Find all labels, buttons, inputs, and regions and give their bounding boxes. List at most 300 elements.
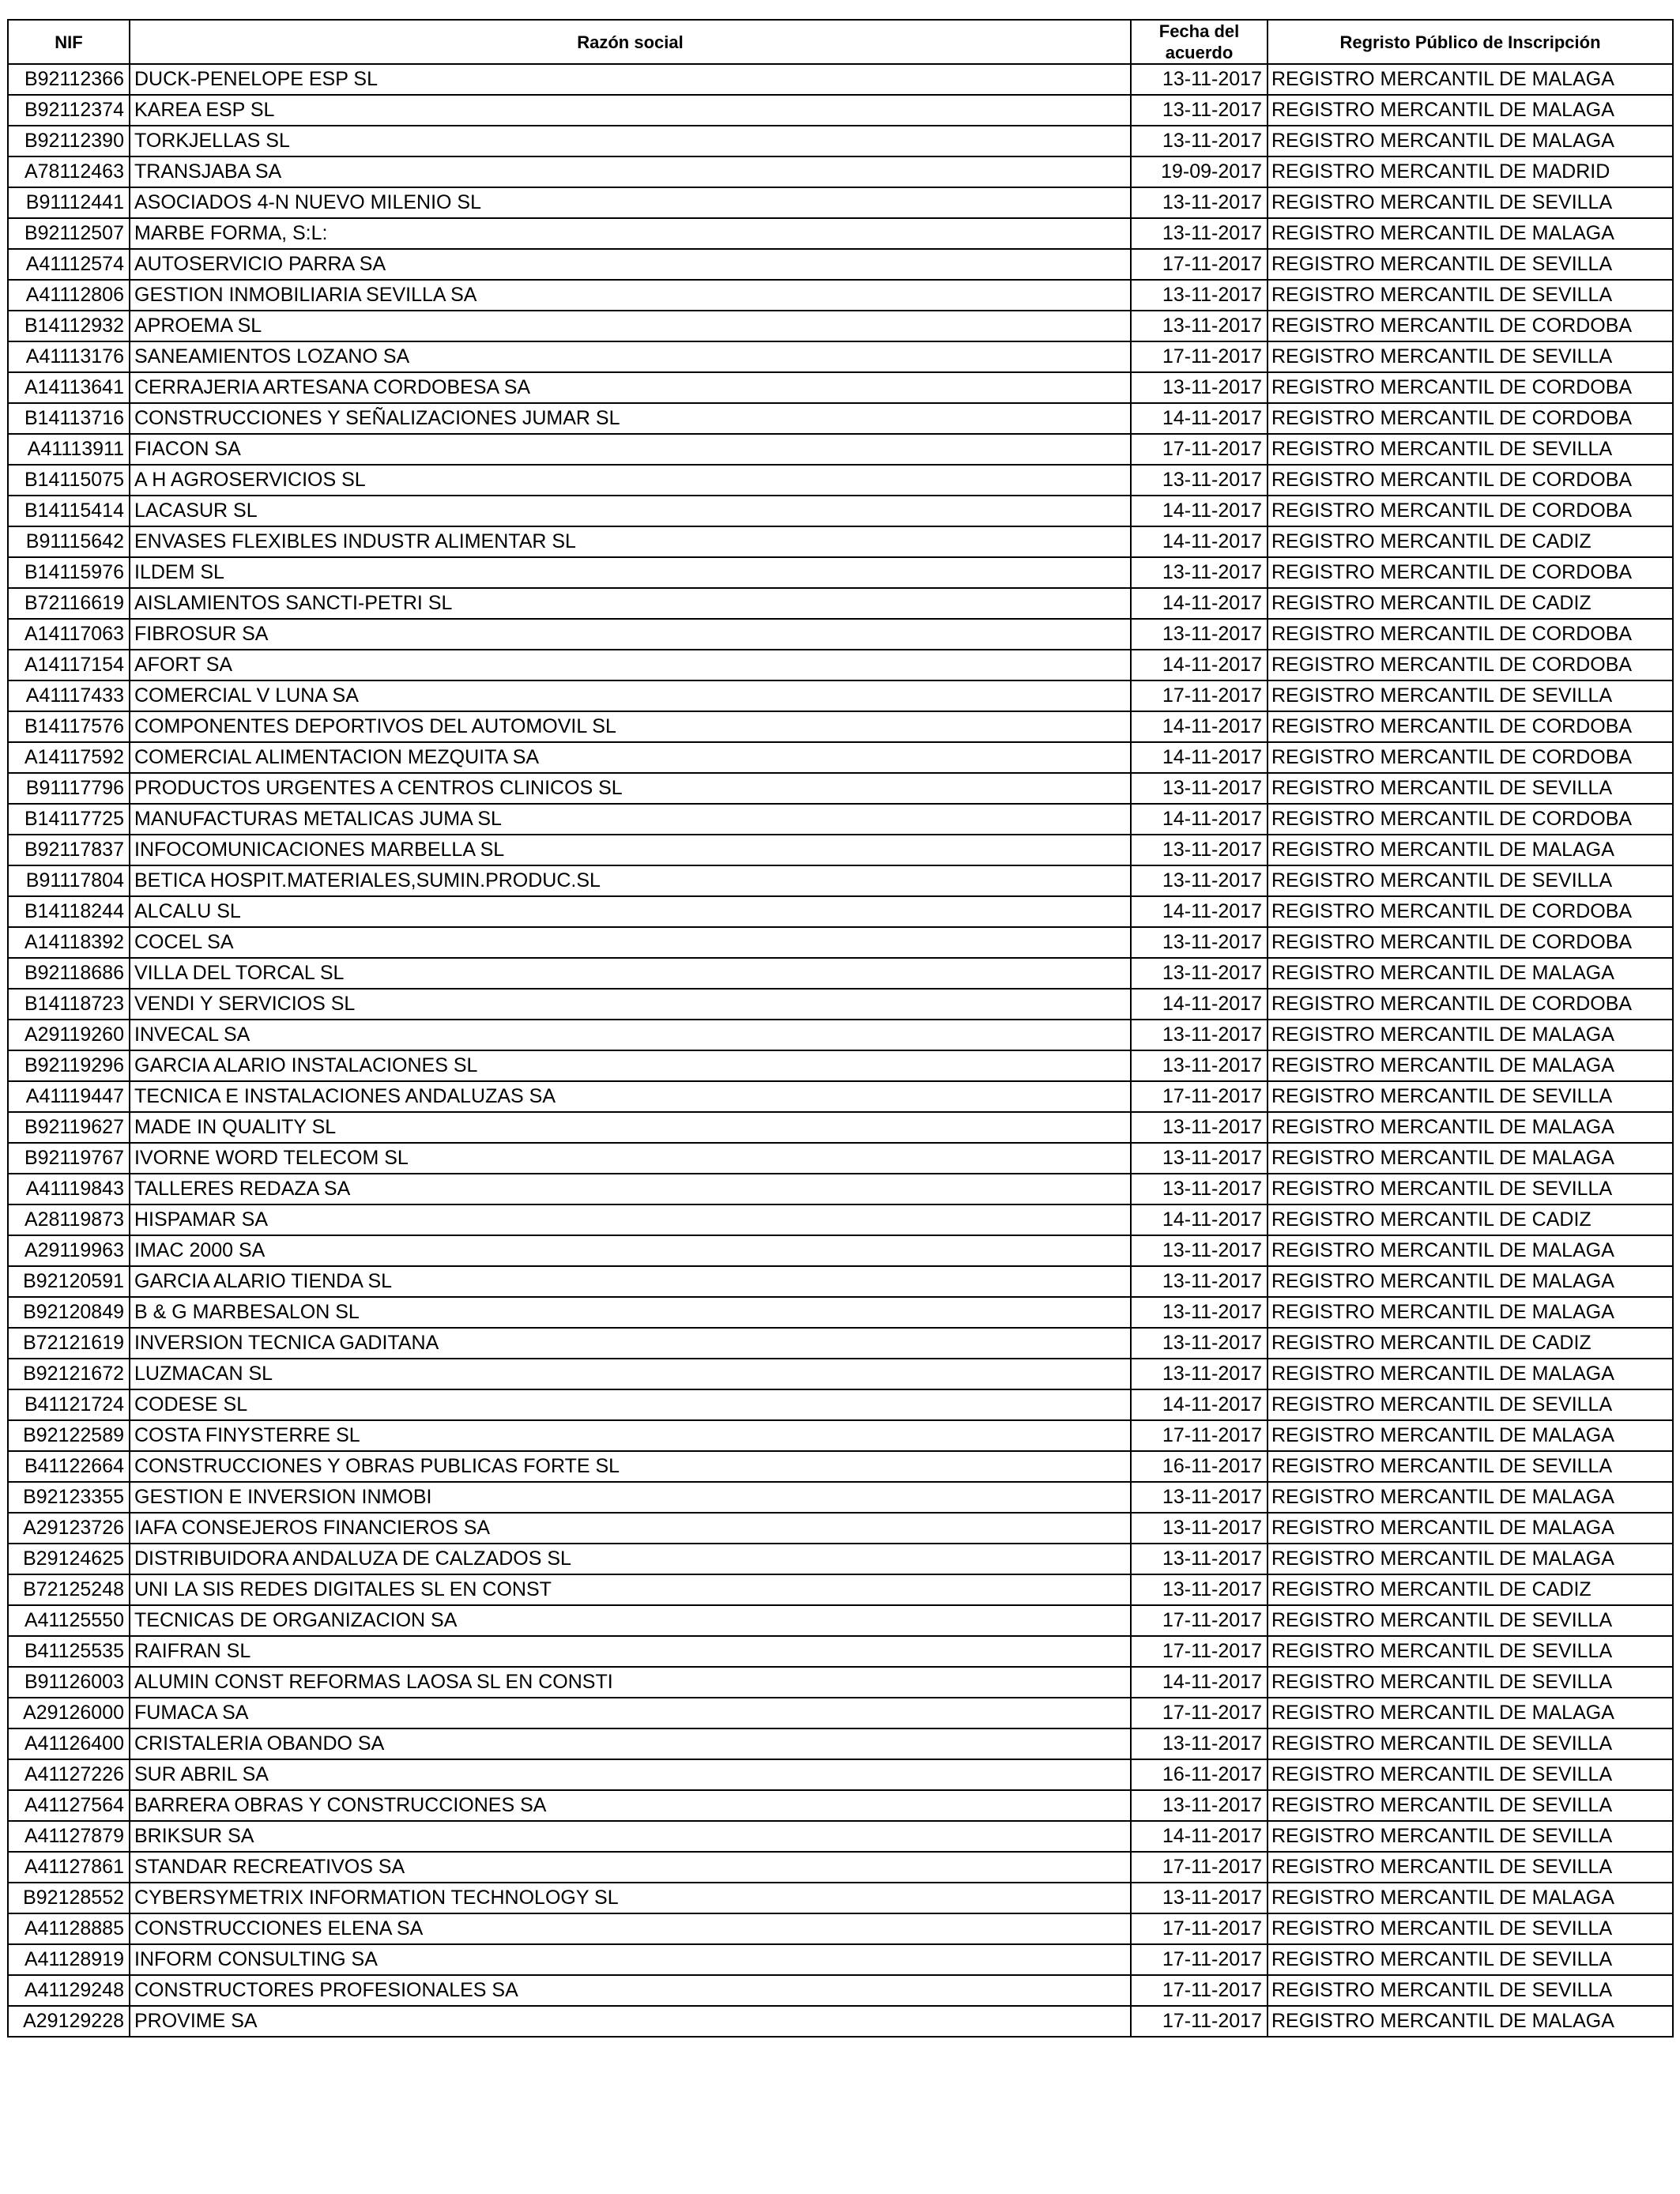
cell-nif: B92121672 (8, 1359, 130, 1389)
cell-nif: B14115414 (8, 496, 130, 526)
cell-registro: REGISTRO MERCANTIL DE MALAGA (1268, 1359, 1673, 1389)
cell-nif: A41127226 (8, 1759, 130, 1790)
table-row (8, 588, 1673, 619)
cell-razon-social: AFORT SA (130, 650, 1131, 680)
cell-razon-social: BARRERA OBRAS Y CONSTRUCCIONES SA (130, 1790, 1131, 1821)
cell-razon-social: CONSTRUCTORES PROFESIONALES SA (130, 1975, 1131, 2006)
cell-registro: REGISTRO MERCANTIL DE SEVILLA (1268, 1389, 1673, 1420)
cell-registro: REGISTRO MERCANTIL DE MADRID (1268, 156, 1673, 187)
cell-nif: B91112441 (8, 187, 130, 218)
cell-registro: REGISTRO MERCANTIL DE SEVILLA (1268, 1081, 1673, 1112)
cell-registro: REGISTRO MERCANTIL DE SEVILLA (1268, 1821, 1673, 1852)
cell-registro: REGISTRO MERCANTIL DE SEVILLA (1268, 1728, 1673, 1759)
table-row (8, 1883, 1673, 1913)
table-row (8, 1482, 1673, 1513)
cell-registro: REGISTRO MERCANTIL DE CORDOBA (1268, 804, 1673, 835)
cell-registro: REGISTRO MERCANTIL DE MALAGA (1268, 1143, 1673, 1174)
cell-fecha-acuerdo: 13-11-2017 (1131, 958, 1268, 989)
cell-nif: B29124625 (8, 1544, 130, 1574)
cell-fecha-acuerdo: 17-11-2017 (1131, 1944, 1268, 1975)
cell-nif: A14117154 (8, 650, 130, 680)
cell-nif: B92112366 (8, 64, 130, 95)
cell-fecha-acuerdo: 13-11-2017 (1131, 1174, 1268, 1204)
header-fecha-acuerdo (1131, 20, 1268, 64)
header-row (8, 20, 1673, 64)
table-row (8, 619, 1673, 650)
cell-razon-social: CONSTRUCCIONES Y SEÑALIZACIONES JUMAR SL (130, 403, 1131, 434)
cell-registro: REGISTRO MERCANTIL DE SEVILLA (1268, 187, 1673, 218)
cell-nif: A78112463 (8, 156, 130, 187)
cell-razon-social: KAREA ESP SL (130, 95, 1131, 126)
cell-registro: REGISTRO MERCANTIL DE SEVILLA (1268, 773, 1673, 804)
cell-fecha-acuerdo: 14-11-2017 (1131, 650, 1268, 680)
cell-fecha-acuerdo: 13-11-2017 (1131, 280, 1268, 311)
cell-fecha-acuerdo: 13-11-2017 (1131, 1728, 1268, 1759)
cell-razon-social: TECNICAS DE ORGANIZACION SA (130, 1605, 1131, 1636)
cell-nif: B41121724 (8, 1389, 130, 1420)
table-row (8, 126, 1673, 156)
cell-fecha-acuerdo: 13-11-2017 (1131, 218, 1268, 249)
cell-registro: REGISTRO MERCANTIL DE MALAGA (1268, 1297, 1673, 1328)
cell-nif: A41119447 (8, 1081, 130, 1112)
cell-registro: REGISTRO MERCANTIL DE CORDOBA (1268, 650, 1673, 680)
table-row (8, 1544, 1673, 1574)
cell-razon-social: UNI LA SIS REDES DIGITALES SL EN CONST (130, 1574, 1131, 1605)
cell-razon-social: COCEL SA (130, 927, 1131, 958)
cell-fecha-acuerdo: 14-11-2017 (1131, 896, 1268, 927)
cell-nif: B91117804 (8, 865, 130, 896)
cell-registro: REGISTRO MERCANTIL DE CADIZ (1268, 588, 1673, 619)
cell-fecha-acuerdo: 17-11-2017 (1131, 1698, 1268, 1728)
cell-razon-social: LACASUR SL (130, 496, 1131, 526)
cell-registro: REGISTRO MERCANTIL DE CORDOBA (1268, 311, 1673, 341)
table-row (8, 1297, 1673, 1328)
cell-razon-social: COSTA FINYSTERRE SL (130, 1420, 1131, 1451)
cell-razon-social: FIBROSUR SA (130, 619, 1131, 650)
table-row (8, 1359, 1673, 1389)
cell-registro: REGISTRO MERCANTIL DE SEVILLA (1268, 341, 1673, 372)
table-row (8, 835, 1673, 865)
cell-razon-social: SUR ABRIL SA (130, 1759, 1131, 1790)
cell-nif: B14113716 (8, 403, 130, 434)
table-row (8, 711, 1673, 742)
cell-registro: REGISTRO MERCANTIL DE SEVILLA (1268, 280, 1673, 311)
cell-nif: A41127879 (8, 1821, 130, 1852)
cell-nif: B92112507 (8, 218, 130, 249)
cell-nif: B14115976 (8, 557, 130, 588)
cell-fecha-acuerdo: 17-11-2017 (1131, 1913, 1268, 1944)
table-header (8, 20, 1673, 64)
cell-nif: B92117837 (8, 835, 130, 865)
cell-nif: B14117576 (8, 711, 130, 742)
cell-razon-social: AUTOSERVICIO PARRA SA (130, 249, 1131, 280)
cell-nif: B92118686 (8, 958, 130, 989)
cell-razon-social: DUCK-PENELOPE ESP SL (130, 64, 1131, 95)
cell-nif: B72125248 (8, 1574, 130, 1605)
cell-registro: REGISTRO MERCANTIL DE MALAGA (1268, 1112, 1673, 1143)
cell-razon-social: COMPONENTES DEPORTIVOS DEL AUTOMOVIL SL (130, 711, 1131, 742)
table-row (8, 896, 1673, 927)
cell-fecha-acuerdo: 14-11-2017 (1131, 711, 1268, 742)
cell-razon-social: GESTION INMOBILIARIA SEVILLA SA (130, 280, 1131, 311)
cell-registro: REGISTRO MERCANTIL DE MALAGA (1268, 835, 1673, 865)
table-row (8, 1913, 1673, 1944)
cell-fecha-acuerdo: 13-11-2017 (1131, 95, 1268, 126)
cell-fecha-acuerdo: 14-11-2017 (1131, 1389, 1268, 1420)
cell-razon-social: TRANSJABA SA (130, 156, 1131, 187)
cell-registro: REGISTRO MERCANTIL DE MALAGA (1268, 958, 1673, 989)
cell-razon-social: IMAC 2000 SA (130, 1235, 1131, 1266)
cell-nif: B91117796 (8, 773, 130, 804)
cell-razon-social: TALLERES REDAZA SA (130, 1174, 1131, 1204)
cell-razon-social: INVERSION TECNICA GADITANA (130, 1328, 1131, 1359)
cell-fecha-acuerdo: 13-11-2017 (1131, 1143, 1268, 1174)
header-fecha-line-1: Fecha del (1158, 21, 1240, 41)
cell-razon-social: FIACON SA (130, 434, 1131, 465)
cell-fecha-acuerdo: 13-11-2017 (1131, 126, 1268, 156)
cell-fecha-acuerdo: 13-11-2017 (1131, 1574, 1268, 1605)
cell-fecha-acuerdo: 17-11-2017 (1131, 1081, 1268, 1112)
registry-table (7, 19, 1674, 2038)
cell-registro: REGISTRO MERCANTIL DE MALAGA (1268, 1020, 1673, 1050)
table-row (8, 1728, 1673, 1759)
cell-registro: REGISTRO MERCANTIL DE MALAGA (1268, 1698, 1673, 1728)
table-row (8, 341, 1673, 372)
cell-razon-social: A H AGROSERVICIOS SL (130, 465, 1131, 496)
cell-fecha-acuerdo: 13-11-2017 (1131, 619, 1268, 650)
header-razon-social: Razón social (130, 20, 1131, 64)
cell-registro: REGISTRO MERCANTIL DE SEVILLA (1268, 1759, 1673, 1790)
cell-fecha-acuerdo: 17-11-2017 (1131, 1975, 1268, 2006)
table-row (8, 1020, 1673, 1050)
cell-registro: REGISTRO MERCANTIL DE SEVILLA (1268, 865, 1673, 896)
cell-nif: B92120591 (8, 1266, 130, 1297)
table-row (8, 1944, 1673, 1975)
table-row (8, 1050, 1673, 1081)
table-row (8, 557, 1673, 588)
cell-registro: REGISTRO MERCANTIL DE CORDOBA (1268, 742, 1673, 773)
cell-razon-social: BRIKSUR SA (130, 1821, 1131, 1852)
cell-nif: B14118723 (8, 989, 130, 1020)
table-row (8, 465, 1673, 496)
cell-registro: REGISTRO MERCANTIL DE CORDOBA (1268, 896, 1673, 927)
table-row (8, 372, 1673, 403)
table-row (8, 311, 1673, 341)
cell-nif: B14115075 (8, 465, 130, 496)
cell-fecha-acuerdo: 14-11-2017 (1131, 742, 1268, 773)
table-row (8, 218, 1673, 249)
table-row (8, 1235, 1673, 1266)
cell-razon-social: TORKJELLAS SL (130, 126, 1131, 156)
table-row (8, 1667, 1673, 1698)
table-row (8, 1143, 1673, 1174)
cell-razon-social: HISPAMAR SA (130, 1204, 1131, 1235)
table-row (8, 1112, 1673, 1143)
cell-nif: A41128919 (8, 1944, 130, 1975)
header-fecha-line-2: acuerdo (1165, 43, 1234, 62)
cell-fecha-acuerdo: 17-11-2017 (1131, 680, 1268, 711)
cell-nif: A41113911 (8, 434, 130, 465)
cell-razon-social: IVORNE WORD TELECOM SL (130, 1143, 1131, 1174)
cell-nif: B72116619 (8, 588, 130, 619)
cell-razon-social: B & G MARBESALON SL (130, 1297, 1131, 1328)
cell-fecha-acuerdo: 16-11-2017 (1131, 1451, 1268, 1482)
table-row (8, 1266, 1673, 1297)
cell-fecha-acuerdo: 17-11-2017 (1131, 2006, 1268, 2037)
cell-fecha-acuerdo: 16-11-2017 (1131, 1759, 1268, 1790)
cell-razon-social: MANUFACTURAS METALICAS JUMA SL (130, 804, 1131, 835)
cell-razon-social: PRODUCTOS URGENTES A CENTROS CLINICOS SL (130, 773, 1131, 804)
cell-nif: A41112806 (8, 280, 130, 311)
cell-nif: A29126000 (8, 1698, 130, 1728)
cell-razon-social: VENDI Y SERVICIOS SL (130, 989, 1131, 1020)
table-row (8, 1451, 1673, 1482)
cell-razon-social: ASOCIADOS 4-N NUEVO MILENIO SL (130, 187, 1131, 218)
cell-razon-social: GARCIA ALARIO TIENDA SL (130, 1266, 1131, 1297)
table-row (8, 1852, 1673, 1883)
table-row (8, 526, 1673, 557)
cell-nif: A41126400 (8, 1728, 130, 1759)
header-registro: Regristo Público de Inscripción (1268, 20, 1673, 64)
cell-fecha-acuerdo: 17-11-2017 (1131, 249, 1268, 280)
table-row (8, 773, 1673, 804)
table-row (8, 187, 1673, 218)
cell-fecha-acuerdo: 17-11-2017 (1131, 341, 1268, 372)
cell-nif: A29123726 (8, 1513, 130, 1544)
cell-registro: REGISTRO MERCANTIL DE SEVILLA (1268, 1790, 1673, 1821)
cell-registro: REGISTRO MERCANTIL DE CORDOBA (1268, 557, 1673, 588)
table-row (8, 95, 1673, 126)
cell-razon-social: VILLA DEL TORCAL SL (130, 958, 1131, 989)
table-row (8, 1081, 1673, 1112)
cell-nif: B92128552 (8, 1883, 130, 1913)
cell-registro: REGISTRO MERCANTIL DE MALAGA (1268, 1420, 1673, 1451)
table-row (8, 1759, 1673, 1790)
cell-fecha-acuerdo: 14-11-2017 (1131, 1821, 1268, 1852)
cell-razon-social: PROVIME SA (130, 2006, 1131, 2037)
cell-razon-social: MADE IN QUALITY SL (130, 1112, 1131, 1143)
table-row (8, 1513, 1673, 1544)
cell-fecha-acuerdo: 14-11-2017 (1131, 403, 1268, 434)
cell-fecha-acuerdo: 13-11-2017 (1131, 927, 1268, 958)
cell-fecha-acuerdo: 17-11-2017 (1131, 1605, 1268, 1636)
cell-fecha-acuerdo: 13-11-2017 (1131, 1112, 1268, 1143)
cell-fecha-acuerdo: 13-11-2017 (1131, 1328, 1268, 1359)
cell-nif: A29119260 (8, 1020, 130, 1050)
table-row (8, 1605, 1673, 1636)
cell-razon-social: INFOCOMUNICACIONES MARBELLA SL (130, 835, 1131, 865)
table-row (8, 64, 1673, 95)
cell-registro: REGISTRO MERCANTIL DE SEVILLA (1268, 680, 1673, 711)
cell-fecha-acuerdo: 19-09-2017 (1131, 156, 1268, 187)
cell-nif: B92119296 (8, 1050, 130, 1081)
cell-nif: A28119873 (8, 1204, 130, 1235)
table-row (8, 1790, 1673, 1821)
cell-fecha-acuerdo: 13-11-2017 (1131, 865, 1268, 896)
cell-razon-social: CONSTRUCCIONES ELENA SA (130, 1913, 1131, 1944)
cell-registro: REGISTRO MERCANTIL DE SEVILLA (1268, 1975, 1673, 2006)
cell-fecha-acuerdo: 13-11-2017 (1131, 1359, 1268, 1389)
cell-razon-social: CERRAJERIA ARTESANA CORDOBESA SA (130, 372, 1131, 403)
cell-fecha-acuerdo: 13-11-2017 (1131, 557, 1268, 588)
cell-nif: A41127564 (8, 1790, 130, 1821)
cell-razon-social: APROEMA SL (130, 311, 1131, 341)
cell-registro: REGISTRO MERCANTIL DE SEVILLA (1268, 1636, 1673, 1667)
table-row (8, 865, 1673, 896)
cell-registro: REGISTRO MERCANTIL DE CADIZ (1268, 526, 1673, 557)
cell-registro: REGISTRO MERCANTIL DE SEVILLA (1268, 1944, 1673, 1975)
cell-registro: REGISTRO MERCANTIL DE CORDOBA (1268, 927, 1673, 958)
cell-razon-social: LUZMACAN SL (130, 1359, 1131, 1389)
cell-nif: B14112932 (8, 311, 130, 341)
cell-fecha-acuerdo: 14-11-2017 (1131, 1667, 1268, 1698)
cell-razon-social: GESTION E INVERSION INMOBI (130, 1482, 1131, 1513)
cell-registro: REGISTRO MERCANTIL DE CADIZ (1268, 1204, 1673, 1235)
cell-nif: B92119627 (8, 1112, 130, 1143)
cell-fecha-acuerdo: 13-11-2017 (1131, 1020, 1268, 1050)
cell-razon-social: FUMACA SA (130, 1698, 1131, 1728)
cell-nif: B92112374 (8, 95, 130, 126)
cell-registro: REGISTRO MERCANTIL DE CORDOBA (1268, 403, 1673, 434)
cell-registro: REGISTRO MERCANTIL DE MALAGA (1268, 1050, 1673, 1081)
cell-fecha-acuerdo: 13-11-2017 (1131, 465, 1268, 496)
table-row (8, 1636, 1673, 1667)
cell-registro: REGISTRO MERCANTIL DE CORDOBA (1268, 711, 1673, 742)
cell-nif: B14118244 (8, 896, 130, 927)
cell-razon-social: CODESE SL (130, 1389, 1131, 1420)
table-row (8, 804, 1673, 835)
cell-razon-social: COMERCIAL ALIMENTACION MEZQUITA SA (130, 742, 1131, 773)
cell-razon-social: RAIFRAN SL (130, 1636, 1131, 1667)
cell-nif: A41129248 (8, 1975, 130, 2006)
cell-registro: REGISTRO MERCANTIL DE CADIZ (1268, 1328, 1673, 1359)
cell-fecha-acuerdo: 13-11-2017 (1131, 1482, 1268, 1513)
cell-fecha-acuerdo: 13-11-2017 (1131, 1883, 1268, 1913)
cell-razon-social: ILDEM SL (130, 557, 1131, 588)
cell-razon-social: IAFA CONSEJEROS FINANCIEROS SA (130, 1513, 1131, 1544)
cell-nif: B91115642 (8, 526, 130, 557)
cell-fecha-acuerdo: 14-11-2017 (1131, 496, 1268, 526)
cell-registro: REGISTRO MERCANTIL DE MALAGA (1268, 1513, 1673, 1544)
cell-razon-social: BETICA HOSPIT.MATERIALES,SUMIN.PRODUC.SL (130, 865, 1131, 896)
cell-razon-social: ALCALU SL (130, 896, 1131, 927)
cell-fecha-acuerdo: 13-11-2017 (1131, 835, 1268, 865)
cell-fecha-acuerdo: 13-11-2017 (1131, 1513, 1268, 1544)
cell-nif: A41112574 (8, 249, 130, 280)
cell-razon-social: CONSTRUCCIONES Y OBRAS PUBLICAS FORTE SL (130, 1451, 1131, 1482)
cell-razon-social: TECNICA E INSTALACIONES ANDALUZAS SA (130, 1081, 1131, 1112)
cell-registro: REGISTRO MERCANTIL DE CORDOBA (1268, 465, 1673, 496)
header-nif: NIF (8, 20, 130, 64)
cell-registro: REGISTRO MERCANTIL DE CORDOBA (1268, 619, 1673, 650)
cell-nif: B92122589 (8, 1420, 130, 1451)
cell-razon-social: DISTRIBUIDORA ANDALUZA DE CALZADOS SL (130, 1544, 1131, 1574)
cell-registro: REGISTRO MERCANTIL DE SEVILLA (1268, 1451, 1673, 1482)
cell-fecha-acuerdo: 17-11-2017 (1131, 1636, 1268, 1667)
cell-nif: A41128885 (8, 1913, 130, 1944)
cell-fecha-acuerdo: 13-11-2017 (1131, 372, 1268, 403)
cell-fecha-acuerdo: 14-11-2017 (1131, 1204, 1268, 1235)
cell-nif: B91126003 (8, 1667, 130, 1698)
table-row (8, 989, 1673, 1020)
cell-registro: REGISTRO MERCANTIL DE MALAGA (1268, 1266, 1673, 1297)
cell-registro: REGISTRO MERCANTIL DE MALAGA (1268, 1235, 1673, 1266)
cell-razon-social: CRISTALERIA OBANDO SA (130, 1728, 1131, 1759)
cell-nif: A14118392 (8, 927, 130, 958)
cell-registro: REGISTRO MERCANTIL DE MALAGA (1268, 64, 1673, 95)
cell-nif: B92112390 (8, 126, 130, 156)
table-row (8, 2006, 1673, 2037)
cell-razon-social: GARCIA ALARIO INSTALACIONES SL (130, 1050, 1131, 1081)
cell-nif: B92119767 (8, 1143, 130, 1174)
cell-fecha-acuerdo: 14-11-2017 (1131, 804, 1268, 835)
table-row (8, 650, 1673, 680)
table-row (8, 1174, 1673, 1204)
table-row (8, 1975, 1673, 2006)
cell-razon-social: INVECAL SA (130, 1020, 1131, 1050)
table-row (8, 156, 1673, 187)
cell-nif: A41125550 (8, 1605, 130, 1636)
table-row (8, 1574, 1673, 1605)
cell-fecha-acuerdo: 13-11-2017 (1131, 773, 1268, 804)
cell-nif: B92123355 (8, 1482, 130, 1513)
table-body (8, 64, 1673, 2037)
table-row (8, 1204, 1673, 1235)
cell-razon-social: AISLAMIENTOS SANCTI-PETRI SL (130, 588, 1131, 619)
cell-nif: B41122664 (8, 1451, 130, 1482)
table-row (8, 496, 1673, 526)
cell-razon-social: STANDAR RECREATIVOS SA (130, 1852, 1131, 1883)
cell-razon-social: ENVASES FLEXIBLES INDUSTR ALIMENTAR SL (130, 526, 1131, 557)
cell-registro: REGISTRO MERCANTIL DE MALAGA (1268, 1883, 1673, 1913)
cell-registro: REGISTRO MERCANTIL DE MALAGA (1268, 1482, 1673, 1513)
table-row (8, 1698, 1673, 1728)
cell-registro: REGISTRO MERCANTIL DE SEVILLA (1268, 1174, 1673, 1204)
cell-nif: B14117725 (8, 804, 130, 835)
cell-fecha-acuerdo: 14-11-2017 (1131, 526, 1268, 557)
cell-nif: A29119963 (8, 1235, 130, 1266)
cell-nif: B72121619 (8, 1328, 130, 1359)
cell-razon-social: ALUMIN CONST REFORMAS LAOSA SL EN CONSTI (130, 1667, 1131, 1698)
cell-fecha-acuerdo: 13-11-2017 (1131, 1790, 1268, 1821)
cell-razon-social: CYBERSYMETRIX INFORMATION TECHNOLOGY SL (130, 1883, 1131, 1913)
table-row (8, 680, 1673, 711)
cell-fecha-acuerdo: 13-11-2017 (1131, 311, 1268, 341)
cell-nif: A14113641 (8, 372, 130, 403)
cell-registro: REGISTRO MERCANTIL DE MALAGA (1268, 1544, 1673, 1574)
cell-nif: A41119843 (8, 1174, 130, 1204)
cell-registro: REGISTRO MERCANTIL DE SEVILLA (1268, 1605, 1673, 1636)
cell-registro: REGISTRO MERCANTIL DE MALAGA (1268, 95, 1673, 126)
table-row (8, 280, 1673, 311)
cell-registro: REGISTRO MERCANTIL DE CORDOBA (1268, 989, 1673, 1020)
cell-nif: A41127861 (8, 1852, 130, 1883)
cell-razon-social: SANEAMIENTOS LOZANO SA (130, 341, 1131, 372)
cell-fecha-acuerdo: 17-11-2017 (1131, 434, 1268, 465)
table-row (8, 1420, 1673, 1451)
cell-fecha-acuerdo: 17-11-2017 (1131, 1420, 1268, 1451)
table-row (8, 249, 1673, 280)
cell-fecha-acuerdo: 13-11-2017 (1131, 1050, 1268, 1081)
cell-registro: REGISTRO MERCANTIL DE SEVILLA (1268, 249, 1673, 280)
cell-fecha-acuerdo: 13-11-2017 (1131, 64, 1268, 95)
cell-registro: REGISTRO MERCANTIL DE SEVILLA (1268, 1913, 1673, 1944)
cell-nif: B92120849 (8, 1297, 130, 1328)
table-row (8, 927, 1673, 958)
cell-nif: A41113176 (8, 341, 130, 372)
table-row (8, 403, 1673, 434)
table-row (8, 742, 1673, 773)
